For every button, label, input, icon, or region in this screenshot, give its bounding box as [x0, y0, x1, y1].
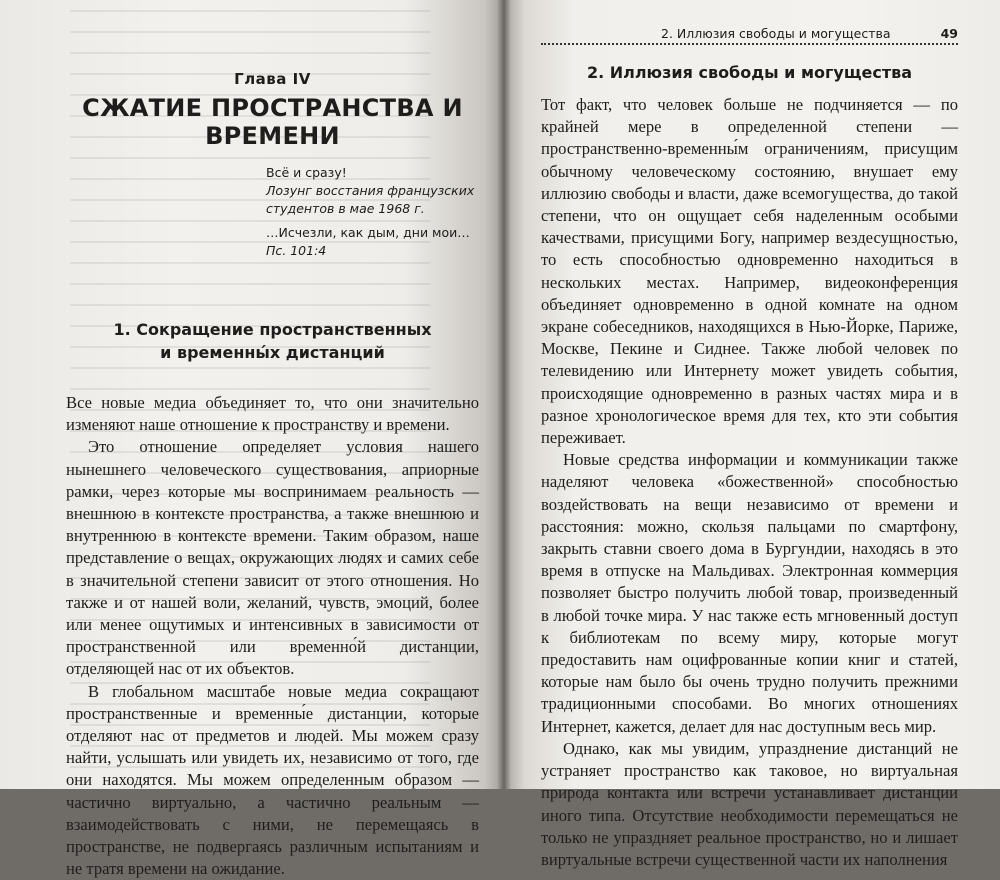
paragraph: Это отношение определяет условия нашего нынешнего человеческого существования, априорные рамки, через которые мы воспринимаем реальность — внешнюю в контексте пространства, а также внешнюю и внутреннюю в контексте времени. Таким образом, наше представление о вещах, окружающих людях и самих себе в значительной степени зависит от этого отношения. Но также и от нашей воли, желаний, чувств, эмоций, более или менее ощутимых и интенсивных в зависимости от пространственной или временно́й дистанции, отделяющей нас от их объектов.: [66, 437, 479, 679]
chapter-title: СЖАТИЕ ПРОСТРАНСТВА И ВРЕМЕНИ: [82, 94, 463, 150]
section-title-line: и временны́х дистанций: [160, 343, 385, 362]
running-head: [541, 26, 958, 45]
right-page: [505, 0, 1000, 869]
epigraph-source: Пс. 101:4: [266, 243, 327, 258]
epigraph-quote: …Исчезли, как дым, дни мои…: [266, 225, 470, 240]
running-head-title: 2. Иллюзия свободы и могущества: [661, 26, 891, 41]
paragraph: Новые средства информации и коммуникации также наделяют человека «божественной» способностью воздействовать на вещи независимо от времени и расстояния: можно, скользя пальцами по смартфону, закрыть ставни своего дома в Бургундии, находясь в это время в отпуске на Мальдивах. Электронная коммерция позволяет быстро получить любой товар, произведенный в любой точке мира. У нас также есть мгновенный доступ к библиотекам по всему миру, которые могут предоставить нам оцифрованные копии книг и статей, которые нам было бы очень трудно получить прежними традиционными способами. Во многих отношениях Интернет, кажется, делает для нас доступным весь мир.: [541, 450, 958, 736]
epigraph: [266, 164, 479, 260]
epigraph-source-line: Лозунг восстания французских: [266, 183, 475, 198]
paragraph: Тот факт, что человек больше не подчиняется — по крайней мере в определенной степени — пространственно-временны́м ограничениям, присущим обычному человеческому состоянию, внушает ему иллюзию свободы и власти, даже всемогущества, до такой степени, что он ощущает себя наделенным особыми качествами, присущими Богу, например вездесущностью, то есть способностью одновременно находиться в нескольких местах. Например, видеоконференция объединяет одновременно в одной комнате на одном экране собеседников, находящихся в Нью-Йорке, Париже, Москве, Пекине и Сиднее. Также любой человек по телевидению или Интернету может увидеть события, происходящие одновременно в разных частях мира и в разное хронологическое время для тех, кто эти события переживает.: [541, 95, 958, 448]
paragraph: В глобальном масштабе новые медиа сокращают пространственные и временны́е дистанции, которые отделяют нас от предметов и людей. Мы можем сразу найти, услышать или увидеть их, независимо от того, где они находятся. Мы можем определенным образом — частично виртуально, а частично реальным — взаимодействовать с ними, не перемещаясь в пространстве, не подвергаясь различным испытаниям и не тратя времени на ожидание.: [66, 681, 479, 879]
page-number: 49: [940, 26, 958, 41]
paragraph: Все новые медиа объединяет то, что они значительно изменяют наше отношение к пространству и времени.: [66, 393, 479, 435]
epigraph-source-line: студентов в мае 1968 г.: [266, 201, 425, 216]
section-title: [66, 318, 479, 364]
section-title: 2. Иллюзия свободы и могущества: [586, 63, 913, 82]
paragraph: Однако, как мы увидим, упразднение дистанций не устраняет пространство как таковое, но виртуальная природа контакта или встречи устанавливает дистанции иного типа. Отсутствие необходимости перемещаться не только не упраздняет реальное пространство, но и лишает виртуальные встречи существенной части их наполнения: [541, 738, 958, 869]
chapter-label: Глава IV: [234, 70, 311, 88]
section-title-line: 1. Сокращение пространственных: [113, 320, 432, 339]
epigraph-quote: Всё и сразу!: [266, 165, 347, 180]
epigraph-source: [266, 182, 479, 218]
